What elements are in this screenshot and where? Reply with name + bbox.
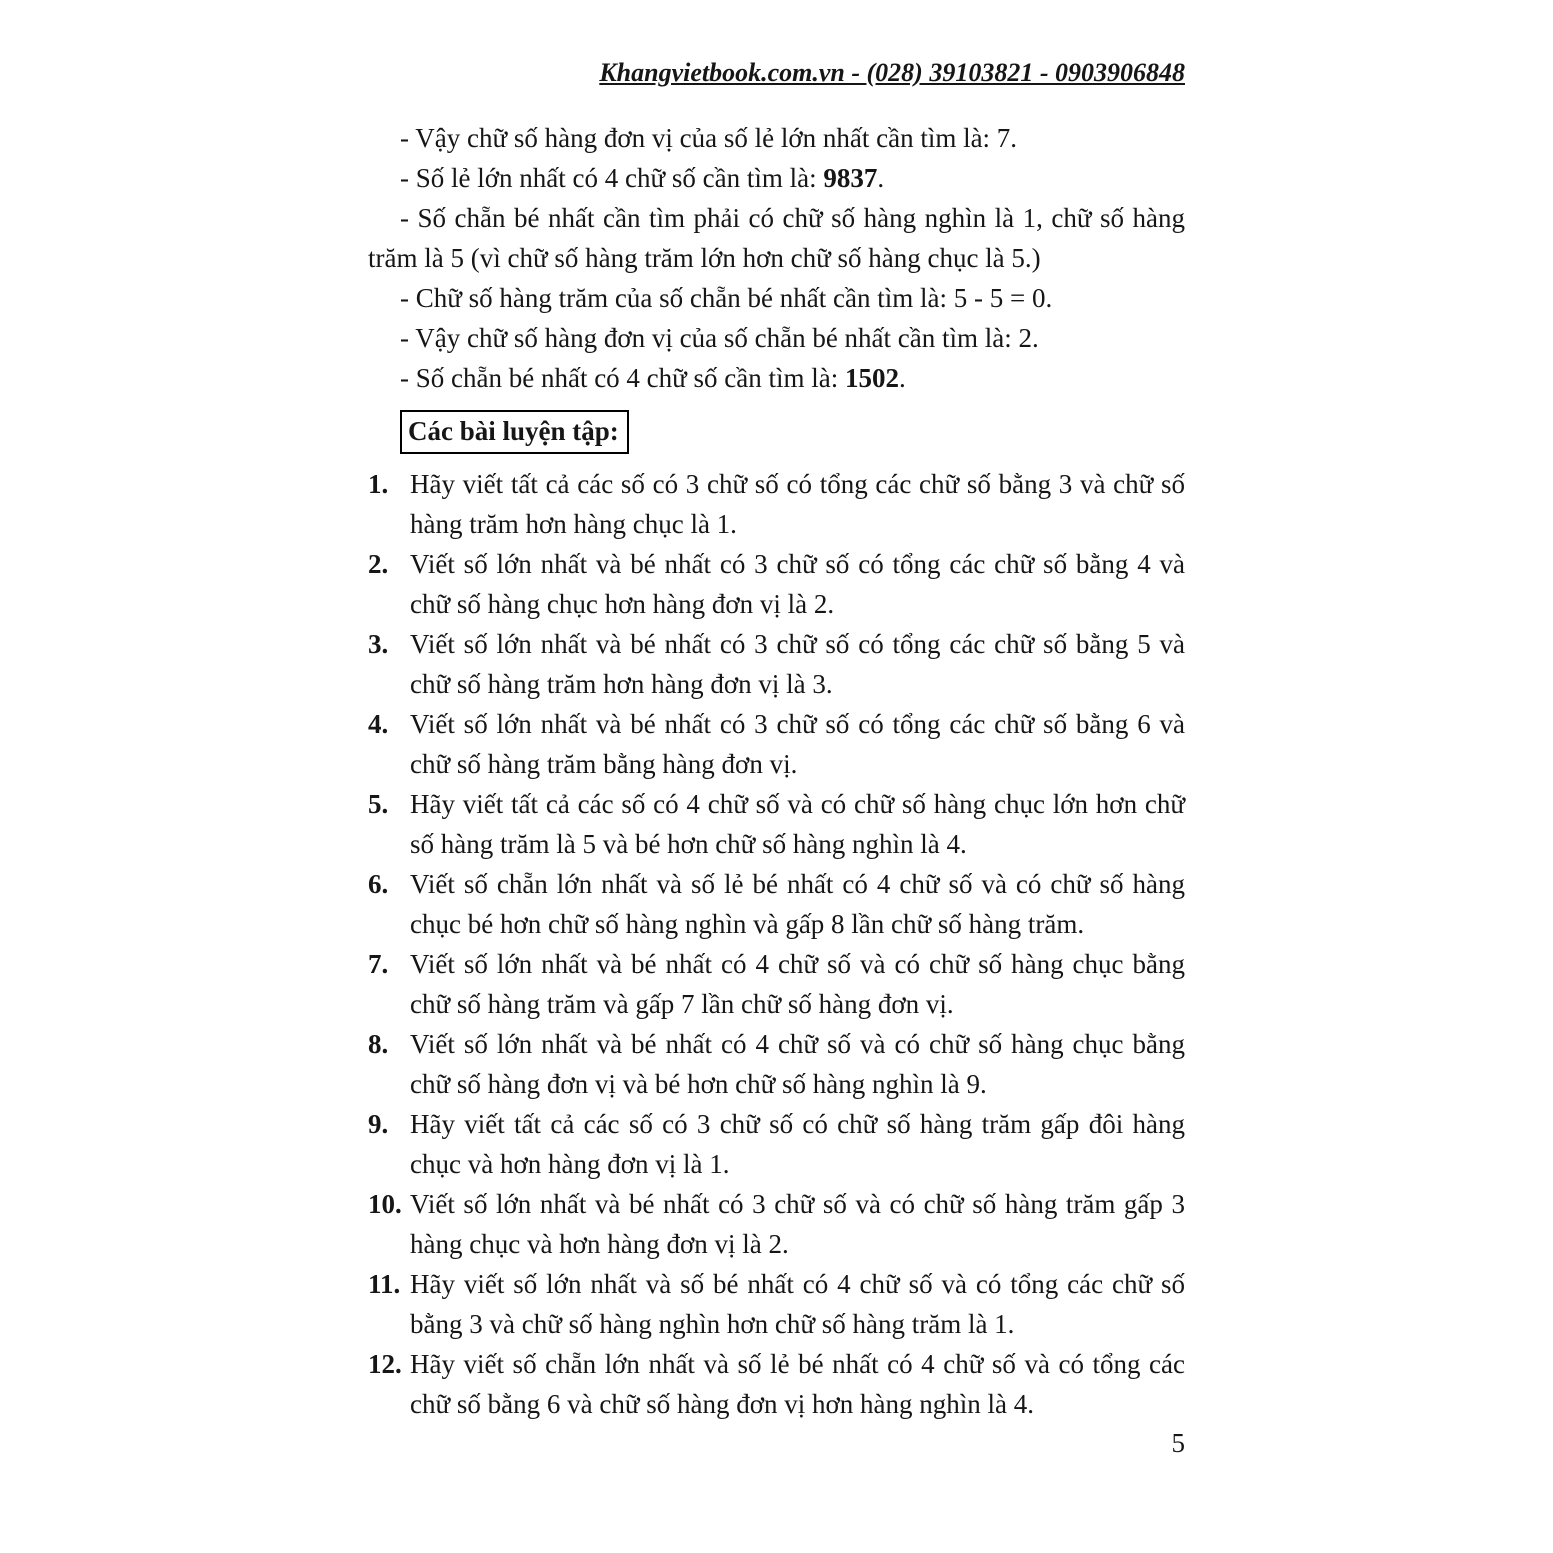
- answer-number: 1502: [845, 363, 900, 393]
- exercise-number: 11.: [368, 1269, 401, 1299]
- exercise-number: 5.: [368, 789, 389, 819]
- exercise-number: 7.: [368, 949, 389, 979]
- intro-section: [368, 118, 1185, 398]
- intro-paragraph: [368, 358, 1185, 398]
- exercise-text: Hãy viết số lớn nhất và số bé nhất có 4 chữ số và có tổng các chữ số bằng 3 và chữ số hàng nghìn hơn chữ số hàng trăm là 1.: [410, 1269, 1185, 1339]
- exercise-item: [368, 624, 1185, 704]
- intro-line: - Số lẻ lớn nhất có 4 chữ số cần tìm là:: [400, 163, 824, 193]
- exercise-item: [368, 784, 1185, 864]
- exercise-item: [368, 1184, 1185, 1264]
- exercise-item: [368, 544, 1185, 624]
- intro-line: - Chữ số hàng trăm của số chẵn bé nhất cần tìm là: 5 - 5 = 0.: [400, 283, 1053, 313]
- exercise-number: 8.: [368, 1029, 389, 1059]
- exercise-list: [368, 464, 1185, 1424]
- page-number: 5: [1171, 1428, 1185, 1458]
- intro-paragraph: [368, 118, 1185, 158]
- exercise-text: Hãy viết tất cả các số có 3 chữ số có chữ số hàng trăm gấp đôi hàng chục và hơn hàng đơn vị là 1.: [410, 1109, 1185, 1179]
- exercise-item: [368, 1264, 1185, 1344]
- exercise-text: Viết số chẵn lớn nhất và số lẻ bé nhất có 4 chữ số và có chữ số hàng chục bé hơn chữ số hàng nghìn và gấp 8 lần chữ số hàng trăm.: [410, 869, 1185, 939]
- section-title: Các bài luyện tập:: [400, 410, 629, 454]
- exercise-text: Viết số lớn nhất và bé nhất có 4 chữ số và có chữ số hàng chục bằng chữ số hàng đơn vị và bé hơn chữ số hàng nghìn là 9.: [410, 1029, 1185, 1099]
- exercise-number: 10.: [368, 1189, 402, 1219]
- intro-line: - Vậy chữ số hàng đơn vị của số lẻ lớn nhất cần tìm là: 7.: [400, 123, 1018, 153]
- exercise-text: Viết số lớn nhất và bé nhất có 3 chữ số có tổng các chữ số bằng 4 và chữ số hàng chục hơn hàng đơn vị là 2.: [410, 549, 1185, 619]
- exercise-text: Hãy viết tất cả các số có 3 chữ số có tổng các chữ số bằng 3 và chữ số hàng trăm hơn hàng chục là 1.: [410, 469, 1185, 539]
- exercise-item: [368, 1344, 1185, 1424]
- answer-number: 9837: [823, 163, 878, 193]
- exercise-item: [368, 1024, 1185, 1104]
- intro-paragraph: [368, 198, 1185, 278]
- section-title-wrap: [400, 410, 1185, 454]
- exercise-text: Hãy viết số chẵn lớn nhất và số lẻ bé nhất có 4 chữ số và có tổng các chữ số bằng 6 và chữ số hàng đơn vị hơn hàng nghìn là 4.: [410, 1349, 1185, 1419]
- exercise-text: Viết số lớn nhất và bé nhất có 3 chữ số có tổng các chữ số bằng 5 và chữ số hàng trăm hơn hàng đơn vị là 3.: [410, 629, 1185, 699]
- document-page: [368, 0, 1185, 1553]
- page-header: [368, 0, 1185, 88]
- intro-line: .: [899, 363, 906, 393]
- intro-paragraph: [368, 158, 1185, 198]
- exercise-item: [368, 864, 1185, 944]
- exercise-number: 6.: [368, 869, 389, 899]
- exercise-number: 1.: [368, 469, 389, 499]
- intro-line: - Số chẵn bé nhất cần tìm phải có chữ số hàng nghìn là 1, chữ số hàng trăm là 5 (vì chữ số hàng trăm lớn hơn chữ số hàng chục là 5.): [368, 203, 1185, 273]
- exercise-number: 2.: [368, 549, 389, 579]
- exercise-text: Hãy viết tất cả các số có 4 chữ số và có chữ số hàng chục lớn hơn chữ số hàng trăm là 5 và bé hơn chữ số hàng nghìn là 4.: [410, 789, 1185, 859]
- intro-line: - Vậy chữ số hàng đơn vị của số chẵn bé nhất cần tìm là: 2.: [400, 323, 1039, 353]
- exercise-text: Viết số lớn nhất và bé nhất có 3 chữ số và có chữ số hàng trăm gấp 3 hàng chục và hơn hàng đơn vị là 2.: [410, 1189, 1185, 1259]
- exercise-number: 4.: [368, 709, 389, 739]
- header-text: Khangvietbook.com.vn - (028) 39103821 - 0903906848: [599, 58, 1185, 87]
- exercise-item: [368, 464, 1185, 544]
- exercise-item: [368, 1104, 1185, 1184]
- exercise-text: Viết số lớn nhất và bé nhất có 4 chữ số và có chữ số hàng chục bằng chữ số hàng trăm và gấp 7 lần chữ số hàng đơn vị.: [410, 949, 1185, 1019]
- intro-line: .: [877, 163, 885, 193]
- exercise-item: [368, 944, 1185, 1024]
- exercise-number: 3.: [368, 629, 389, 659]
- intro-paragraph: [368, 318, 1185, 358]
- exercise-number: 9.: [368, 1109, 389, 1139]
- exercise-number: 12.: [368, 1349, 402, 1379]
- exercise-item: [368, 704, 1185, 784]
- intro-paragraph: [368, 278, 1185, 318]
- intro-line: - Số chẵn bé nhất có 4 chữ số cần tìm là:: [400, 363, 846, 393]
- exercise-text: Viết số lớn nhất và bé nhất có 3 chữ số có tổng các chữ số bằng 6 và chữ số hàng trăm bằng hàng đơn vị.: [410, 709, 1185, 779]
